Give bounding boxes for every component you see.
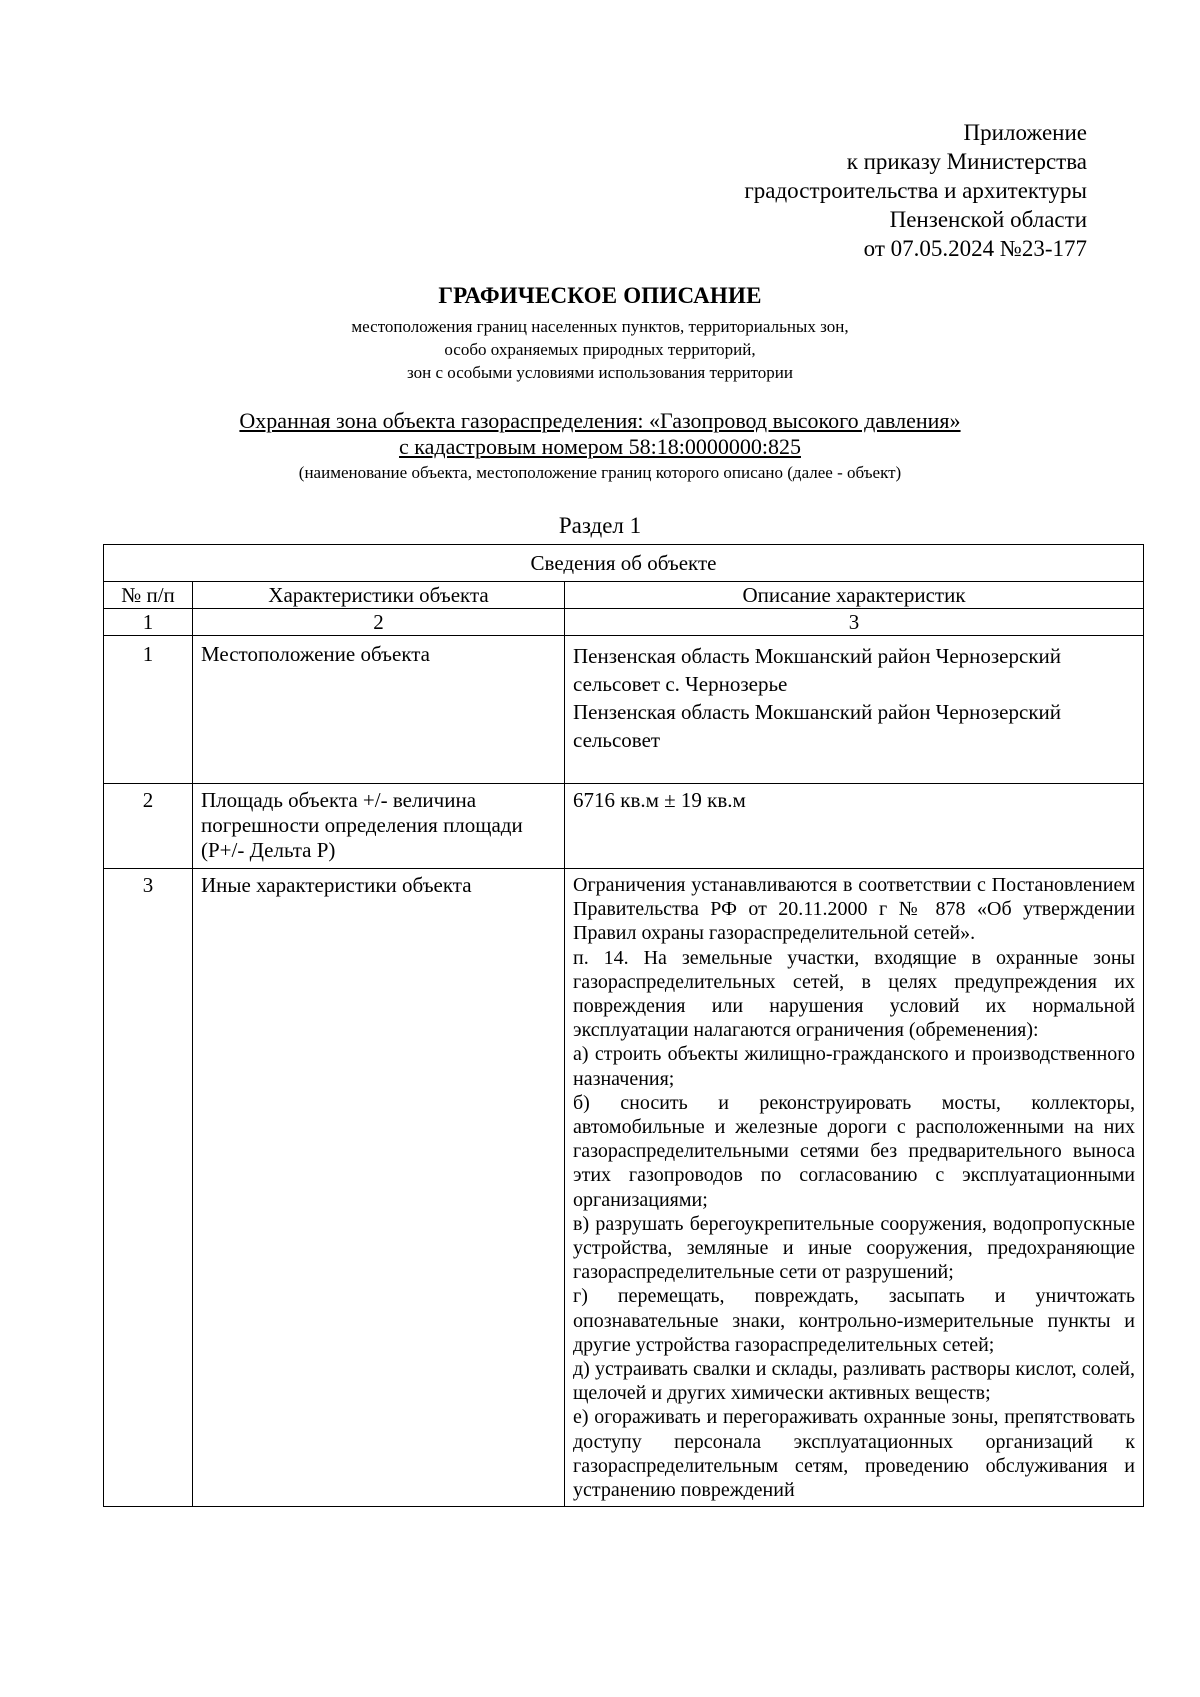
row-number: 2 <box>104 784 193 869</box>
object-name-line: Охранная зона объекта газораспределения: «Газопровод высокого давления» <box>239 408 961 433</box>
column-header-number: № п/п <box>104 582 193 609</box>
appendix-line: градостроительства и архитектуры <box>744 178 1087 203</box>
row-characteristic: Местоположение объекта <box>193 636 565 784</box>
row-characteristic: Площадь объекта +/- величина погрешности определения площади (Р+/- Дельта Р) <box>193 784 565 869</box>
row-description <box>565 784 1144 869</box>
object-name <box>0 408 1200 460</box>
description-paragraph: б) сносить и реконструировать мосты, коллекторы, автомобильные и железные дороги с расположенными на них газораспределительными сетями без предварительного выноса этих газопроводов по согласованию с эксплуатационными организациями; <box>573 1091 1135 1211</box>
row-number: 3 <box>104 869 193 1507</box>
description-line: 6716 кв.м ± 19 кв.м <box>573 788 746 812</box>
subtitle-line: особо охраняемых природных территорий, <box>444 340 756 359</box>
row-description <box>565 869 1144 1507</box>
subtitle-line: местоположения границ населенных пунктов, территориальных зон, <box>351 317 849 336</box>
column-header-description: Описание характеристик <box>565 582 1144 609</box>
description-paragraph: е) огораживать и перегораживать охранные зоны, препятствовать доступу персонала эксплуатационных организаций к газораспределительным сетям, проведению обслуживания и устранению повреждений <box>573 1406 1135 1502</box>
table-row <box>104 869 1144 1507</box>
description-line: Пензенская область Мокшанский район Чернозерский сельсовет <box>573 700 1062 752</box>
column-number: 1 <box>104 609 193 636</box>
document-title: ГРАФИЧЕСКОЕ ОПИСАНИЕ <box>438 283 762 308</box>
object-name-line: с кадастровым номером 58:18:0000000:825 <box>399 434 801 459</box>
row-characteristic: Иные характеристики объекта <box>193 869 565 1507</box>
description-paragraph: а) строить объекты жилищно-гражданского и производственного назначения; <box>573 1043 1135 1090</box>
column-number: 3 <box>565 609 1144 636</box>
description-paragraph: в) разрушать берегоукрепительные сооружения, водопропускные устройства, земляные и иные сооружения, предохраняющие газораспределительные сети от разрушений; <box>573 1212 1135 1284</box>
table-row <box>104 636 1144 784</box>
description-paragraph: Ограничения устанавливаются в соответствии с Постановлением Правительства РФ от 20.11.2000 г № 878 «Об утверждении Правил охраны газораспределительной сетей». <box>573 874 1135 945</box>
column-header-characteristics: Характеристики объекта <box>193 582 565 609</box>
appendix-line: Пензенской области <box>889 207 1087 232</box>
appendix-line: от 07.05.2024 №23-177 <box>863 236 1087 261</box>
row-description <box>565 636 1144 784</box>
object-note: (наименование объекта, местоположение границ которого описано (далее - объект) <box>298 463 902 482</box>
document-subtitle <box>0 315 1200 384</box>
appendix-line: к приказу Министерства <box>846 149 1087 174</box>
appendix-block <box>744 118 1087 263</box>
description-line: Пензенская область Мокшанский район Чернозерский сельсовет с. Чернозерье <box>573 644 1062 696</box>
table-header: Сведения об объекте <box>104 545 1144 582</box>
table-row <box>104 784 1144 869</box>
description-paragraph: д) устраивать свалки и склады, разливать растворы кислот, солей, щелочей и других химически активных веществ; <box>573 1358 1135 1405</box>
column-number: 2 <box>193 609 565 636</box>
description-paragraph: г) перемещать, повреждать, засыпать и уничтожать опознавательные знаки, контрольно-измерительные пункты и другие устройства газораспределительных сетей; <box>573 1285 1135 1356</box>
section-label: Раздел 1 <box>558 513 642 538</box>
row-number: 1 <box>104 636 193 784</box>
subtitle-line: зон с особыми условиями использования территории <box>407 363 793 382</box>
appendix-line: Приложение <box>963 120 1087 145</box>
description-paragraph: п. 14. На земельные участки, входящие в охранные зоны газораспределительных сетей, в целях предупреждения их повреждения или нарушения условий их нормальной эксплуатации налагаются ограничения (обременения): <box>573 946 1135 1042</box>
object-info-table <box>103 544 1144 1507</box>
